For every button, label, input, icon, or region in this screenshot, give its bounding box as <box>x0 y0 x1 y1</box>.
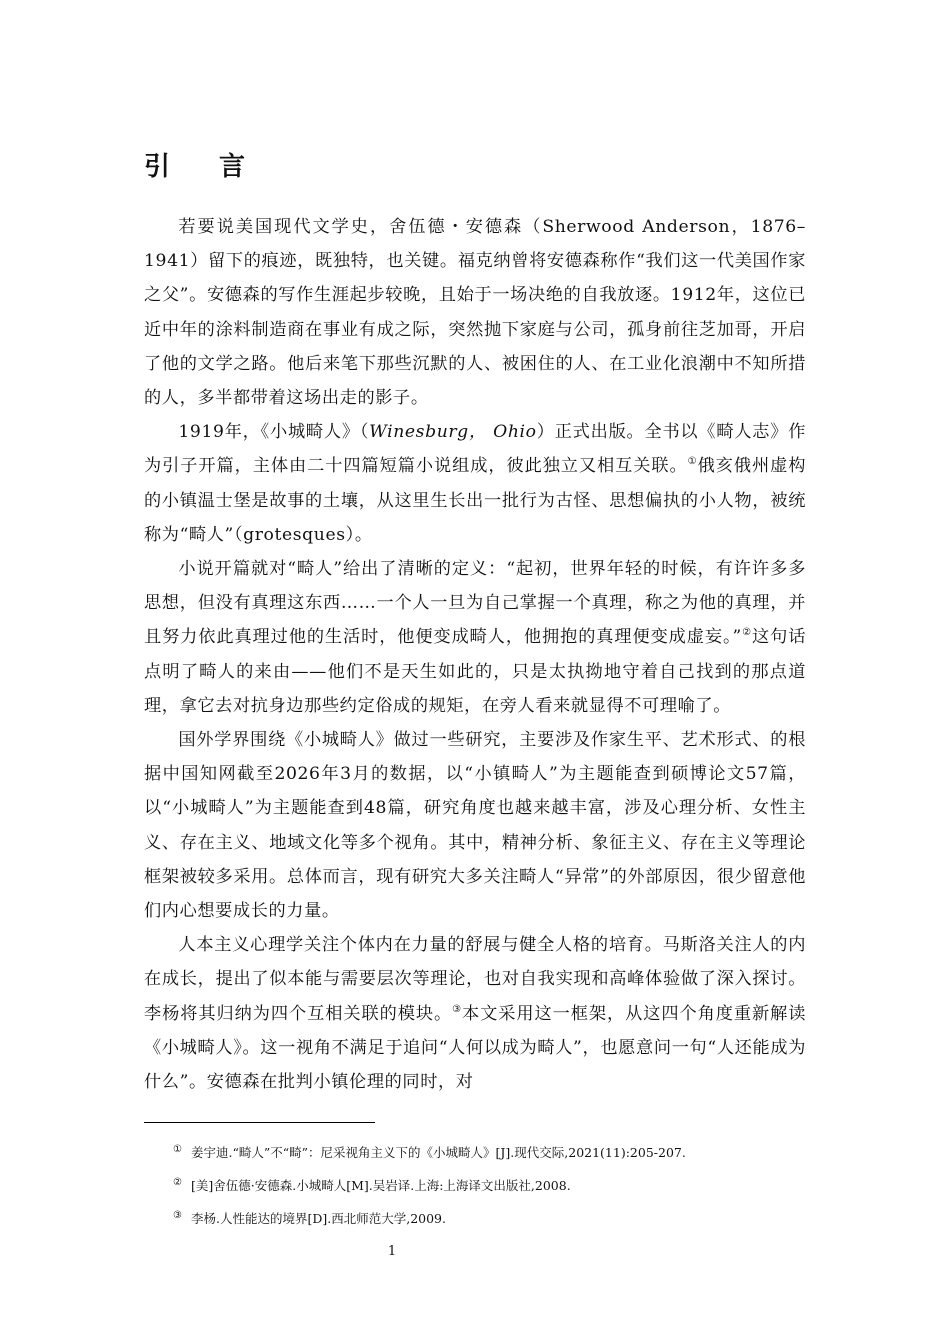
footnote-text: 姜宇迪.“畸人”不“畸”：尼采视角主义下的《小城畸人》[J].现代交际,2021(11):205-207. <box>191 1145 686 1160</box>
body-text <box>144 210 806 1099</box>
footnote <box>173 1143 813 1176</box>
paragraph-text: 这句话点明了畸人的来由——他们不是天生如此的，只是太执拗地守着自己找到的那点道理，拿它去对抗身边那些约定俗成的规矩，在旁人看来就显得不可理喻了。 <box>144 627 806 716</box>
page-number: 1 <box>387 1244 397 1259</box>
paragraph-text: 1919年，《小城畸人》（ <box>178 422 370 443</box>
footnotes <box>173 1143 813 1242</box>
footnote-mark: ① <box>173 1144 182 1155</box>
paragraph <box>144 928 806 1099</box>
paragraph <box>144 723 806 928</box>
footnote-text: [美]舍伍德·安德森.小城畸人[M].吴岩译.上海:上海译文出版社,2008. <box>191 1178 571 1193</box>
paragraph-text: ）正式出版。全书以《畸人志》作为引子开篇，主体由二十四篇短篇小说组成，彼此独立又相互关联。 <box>144 422 806 477</box>
paragraph-text: 小说开篇就对“畸人”给出了清晰的定义：“起初，世界年轻的时候，有许许多多思想，但没有真理这东西……一个人一旦为自己掌握一个真理，称之为他的真理，并且努力依此真理过他的生活时，他便变成畸人，他拥抱的真理便变成虚妄。” <box>144 559 806 648</box>
paragraph-text: 若要说美国现代文学史，舍伍德・安德森（Sherwood Anderson，1876–1941）留下的痕迹，既独特，也关键。福克纳曾将安德森称作“我们这一代美国作家之父”。安德森的写作生涯起步较晚，且始于一场决绝的自我放逐。1912年，这位已近中年的涂料制造商在事业有成之际，突然抛下家庭与公司，孤身前往芝加哥，开启了他的文学之路。他后来笔下那些沉默的人、被困住的人、在工业化浪潮中不知所措的人，多半都带着这场出走的影子。 <box>144 217 806 409</box>
footnote-mark: ② <box>173 1177 182 1188</box>
footnote-ref: ③ <box>452 1003 462 1015</box>
paragraph-text: 俄亥俄州虚构的小镇温士堡是故事的土壤，从这里生长出一批行为古怪、思想偏执的小人物，被统称为“畸人”（grotesques）。 <box>144 456 806 545</box>
paragraph-text: 本文采用这一框架，从这四个角度重新解读《小城畸人》。这一视角不满足于追问“人何以成为畸人”，也愿意问一句“人还能成为什么”。安德森在批判小镇伦理的同时，对 <box>144 1003 806 1093</box>
footnote-mark: ③ <box>173 1210 182 1221</box>
italic-title: Winesburg， Ohio <box>369 422 537 443</box>
section-heading: 引 言 <box>144 152 266 182</box>
paragraph <box>144 210 806 415</box>
footnote <box>173 1176 813 1209</box>
footnote <box>173 1209 813 1242</box>
paragraph <box>144 552 806 723</box>
footnote-divider <box>144 1122 375 1123</box>
paragraph <box>144 415 806 552</box>
footnote-text: 李杨.人性能达的境界[D].西北师范大学,2009. <box>191 1211 446 1226</box>
footnote-ref: ① <box>687 456 698 468</box>
footnote-ref: ② <box>741 627 753 639</box>
paragraph-text: 人本主义心理学关注个体内在力量的舒展与健全人格的培育。马斯洛关注人的内在成长，提出了似本能与需要层次等理论，也对自我实现和高峰体验做了深入探讨。李杨将其归纳为四个互相关联的模块。 <box>144 935 806 1024</box>
paragraph-text: 国外学界围绕《小城畸人》做过一些研究，主要涉及作家生平、艺术形式、的根据中国知网截至2026年3月的数据，以“小镇畸人”为主题能查到硕博论文57篇，以“小城畸人”为主题能查到48篇，研究角度也越来越丰富，涉及心理分析、女性主义、存在主义、地域文化等多个视角。其中，精神分析、象征主义、存在主义等理论框架被较多采用。总体而言，现有研究大多关注畸人“异常”的外部原因，很少留意他们内心想要成长的力量。 <box>144 730 806 922</box>
